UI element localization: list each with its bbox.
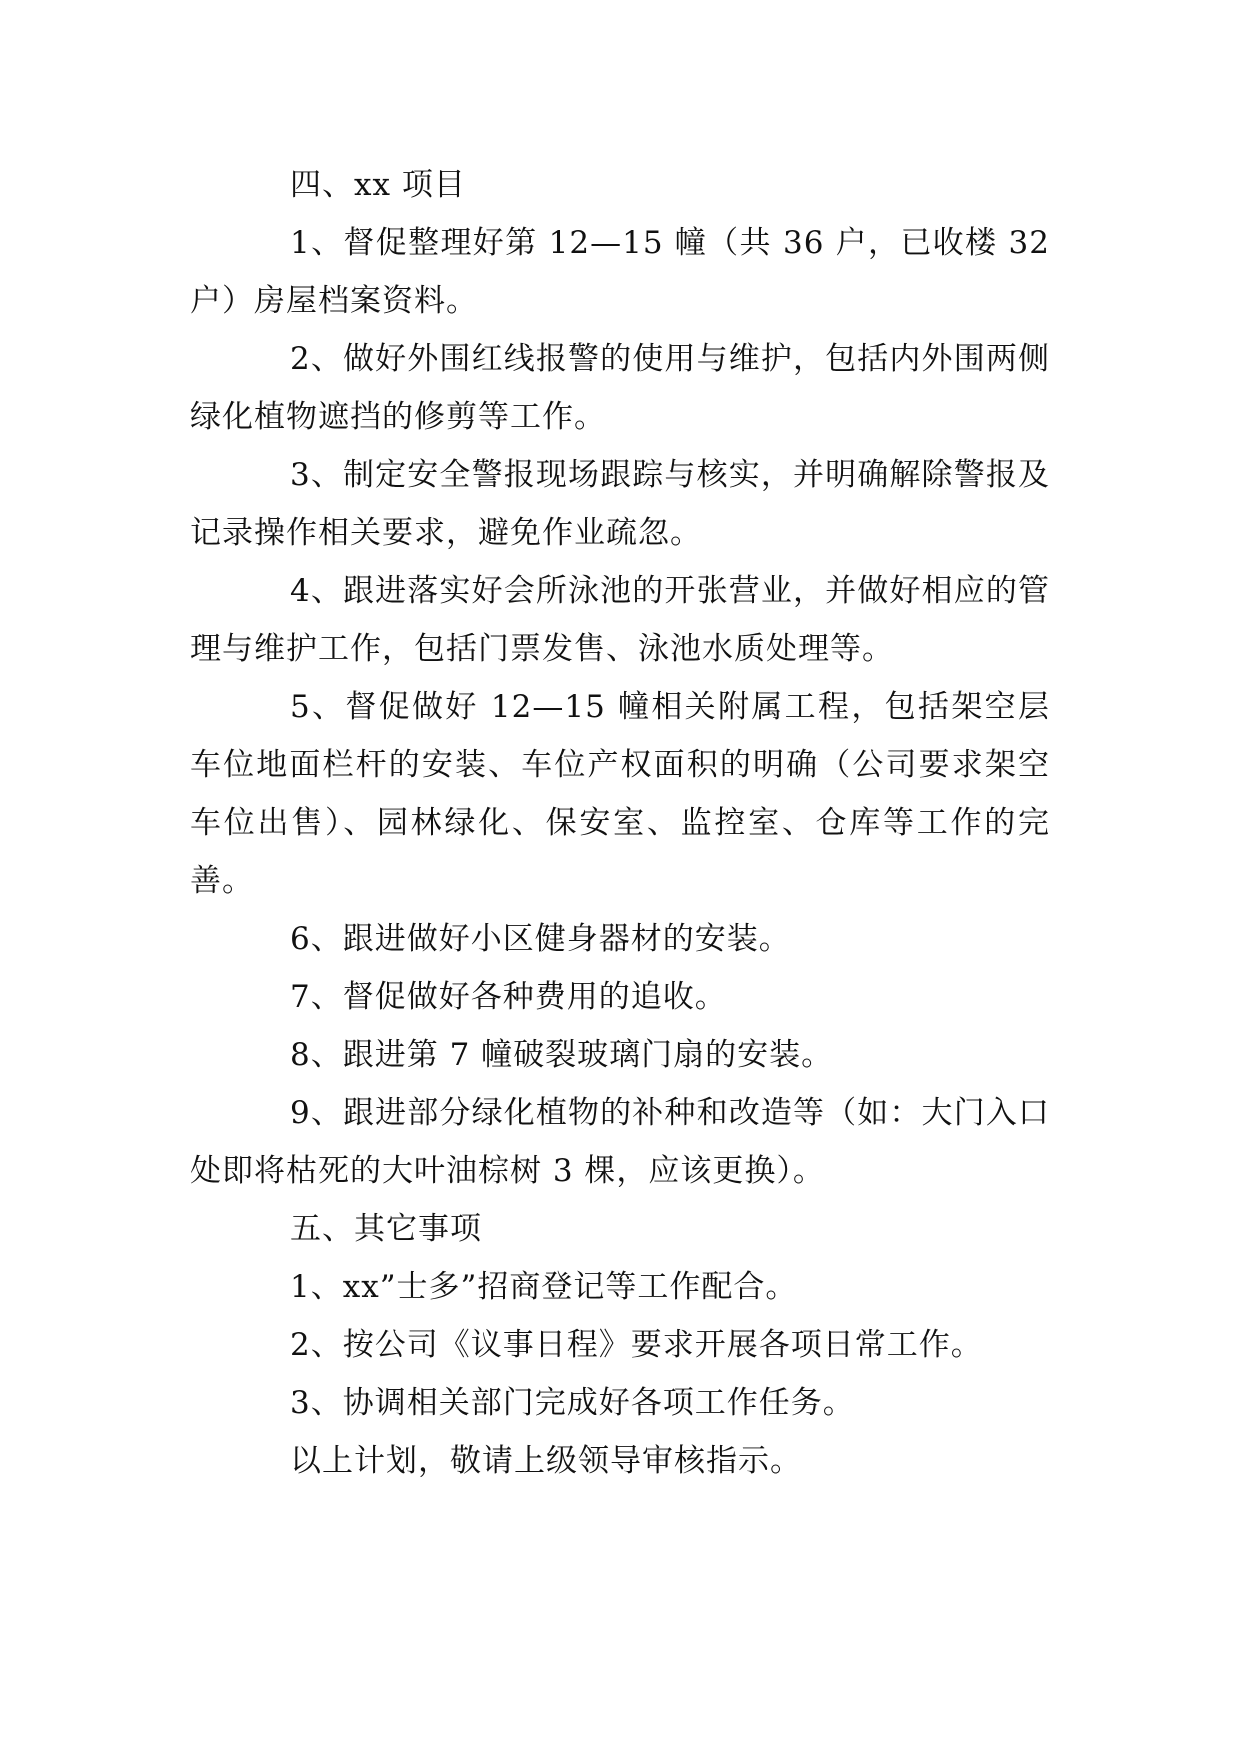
item-paragraph: 1、督促整理好第 12—15 幢（共 36 户，已收楼 32 户）房屋档案资料。	[190, 225, 1050, 319]
item-paragraph: 1、xx”士多”招商登记等工作配合。	[290, 1269, 798, 1305]
item-paragraph: 8、跟进第 7 幢破裂玻璃门扇的安装。	[290, 1037, 834, 1073]
section-heading-five: 五、其它事项	[290, 1211, 482, 1247]
item-paragraph: 3、协调相关部门完成好各项工作任务。	[290, 1385, 855, 1421]
item-paragraph: 5、督促做好 12—15 幢相关附属工程，包括架空层车位地面栏杆的安装、车位产权面积的明确（公司要求架空车位出售）、园林绿化、保安室、监控室、仓库等工作的完善。	[190, 689, 1050, 899]
closing-paragraph: 以上计划，敬请上级领导审核指示。	[290, 1443, 802, 1479]
item-paragraph: 7、督促做好各种费用的追收。	[290, 979, 727, 1015]
item-paragraph: 9、跟进部分绿化植物的补种和改造等（如：大门入口处即将枯死的大叶油棕树 3 棵，应该更换）。	[190, 1095, 1050, 1189]
item-paragraph: 4、跟进落实好会所泳池的开张营业，并做好相应的管理与维护工作，包括门票发售、泳池水质处理等。	[190, 573, 1050, 667]
item-paragraph: 2、做好外围红线报警的使用与维护，包括内外围两侧绿化植物遮挡的修剪等工作。	[190, 341, 1050, 435]
section-heading-four: 四、xx 项目	[290, 167, 466, 203]
document-body	[190, 156, 1050, 1490]
item-paragraph: 6、跟进做好小区健身器材的安装。	[290, 921, 791, 957]
item-paragraph: 3、制定安全警报现场跟踪与核实，并明确解除警报及记录操作相关要求，避免作业疏忽。	[190, 457, 1050, 551]
item-paragraph: 2、按公司《议事日程》要求开展各项日常工作。	[290, 1327, 983, 1363]
